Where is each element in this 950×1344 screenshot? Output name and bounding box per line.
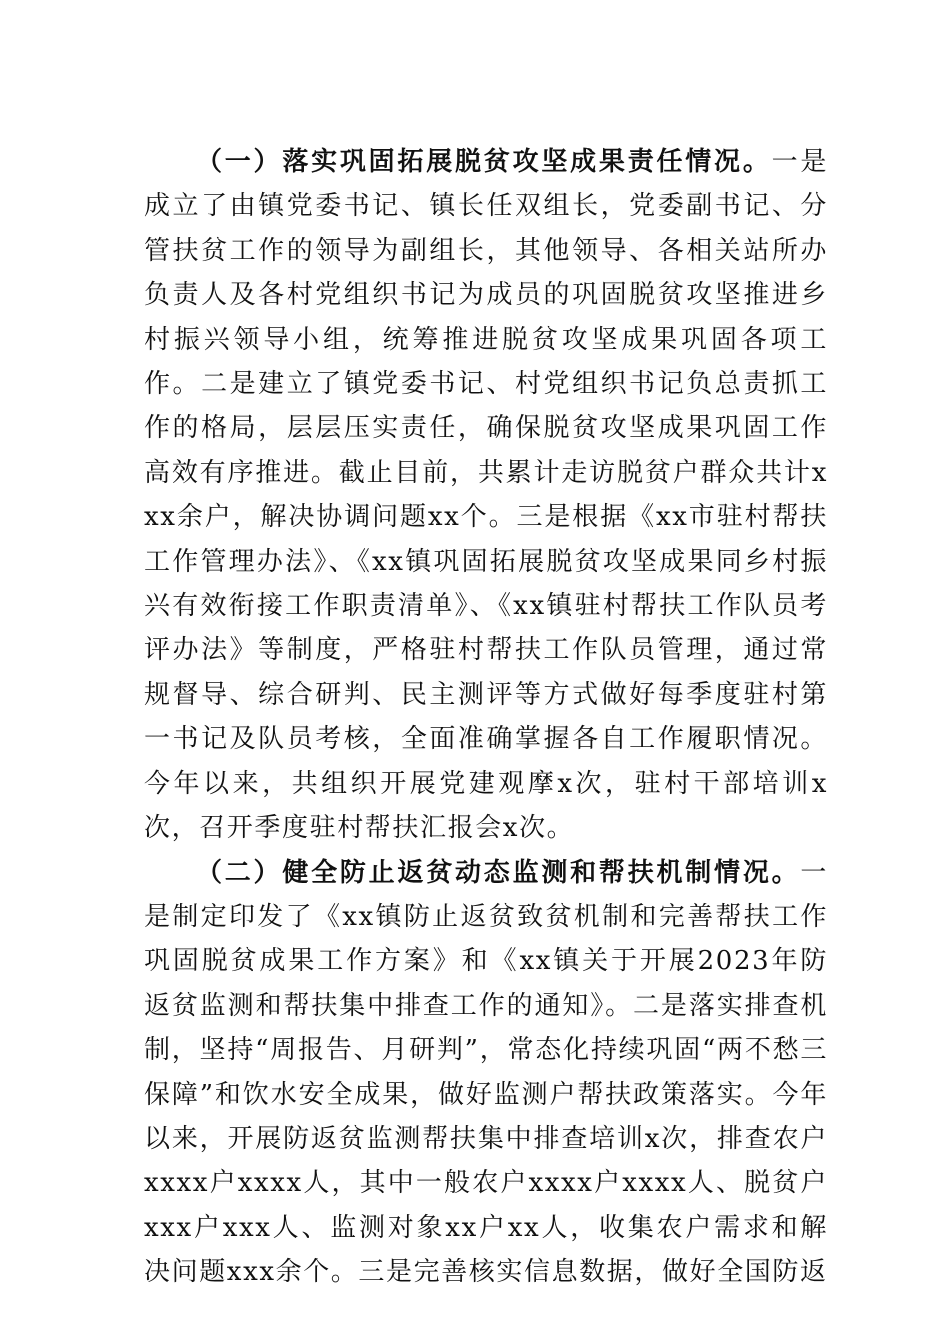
section-heading-1: （一）落实巩固拓展脱贫攻坚成果责任情况。 [196, 147, 772, 177]
paragraph-2 [144, 851, 828, 1295]
section-body-1: 一是成立了由镇党委书记、镇长任双组长，党委副书记、分管扶贫工作的领导为副组长，其他领导、各相关站所办负责人及各村党组织书记为成员的巩固脱贫攻坚推进乡村振兴领导小组，统筹推进脱贫攻坚成果巩固各项工作。二是建立了镇党委书记、村党组织书记负总责抓工作的格局，层层压实责任，确保脱贫攻坚成果巩固工作高效有序推进。截止目前，共累计走访脱贫户群众共计xxx余户，解决协调问题xx个。三是根据《xx市驻村帮扶工作管理办法》、《xx镇巩固拓展脱贫攻坚成果同乡村振兴有效衔接工作职责清单》、《xx镇驻村帮扶工作队员考评办法》等制度，严格驻村帮扶工作队员管理，通过常规督导、综合研判、民主测评等方式做好每季度驻村第一书记及队员考核，全面准确掌握各自工作履职情况。今年以来，共组织开展党建观摩x次，驻村干部培训x次，召开季度驻村帮扶汇报会x次。 [144, 147, 828, 844]
section-heading-2: （二）健全防止返贫动态监测和帮扶机制情况。 [196, 857, 801, 888]
document-body [144, 140, 828, 1295]
section-body-2: 一是制定印发了《xx镇防止返贫致贫机制和完善帮扶工作巩固脱贫成果工作方案》和《xx镇关于开展2023年防返贫监测和帮扶集中排查工作的通知》。二是落实排查机制，坚持“周报告、月研判”，常态化持续巩固“两不愁三保障”和饮水安全成果，做好监测户帮扶政策落实。今年以来，开展防返贫监测帮扶集中排查培训x次，排查农户xxxx户xxxx人，其中一般农户xxxx户xxxx人、脱贫户xxx户xxx人、监测对象xx户xx人，收集农户需求和解决问题xxx余个。三是完善核实信息数据，做好全国防返 [144, 857, 828, 1288]
paragraph-1 [144, 140, 828, 851]
